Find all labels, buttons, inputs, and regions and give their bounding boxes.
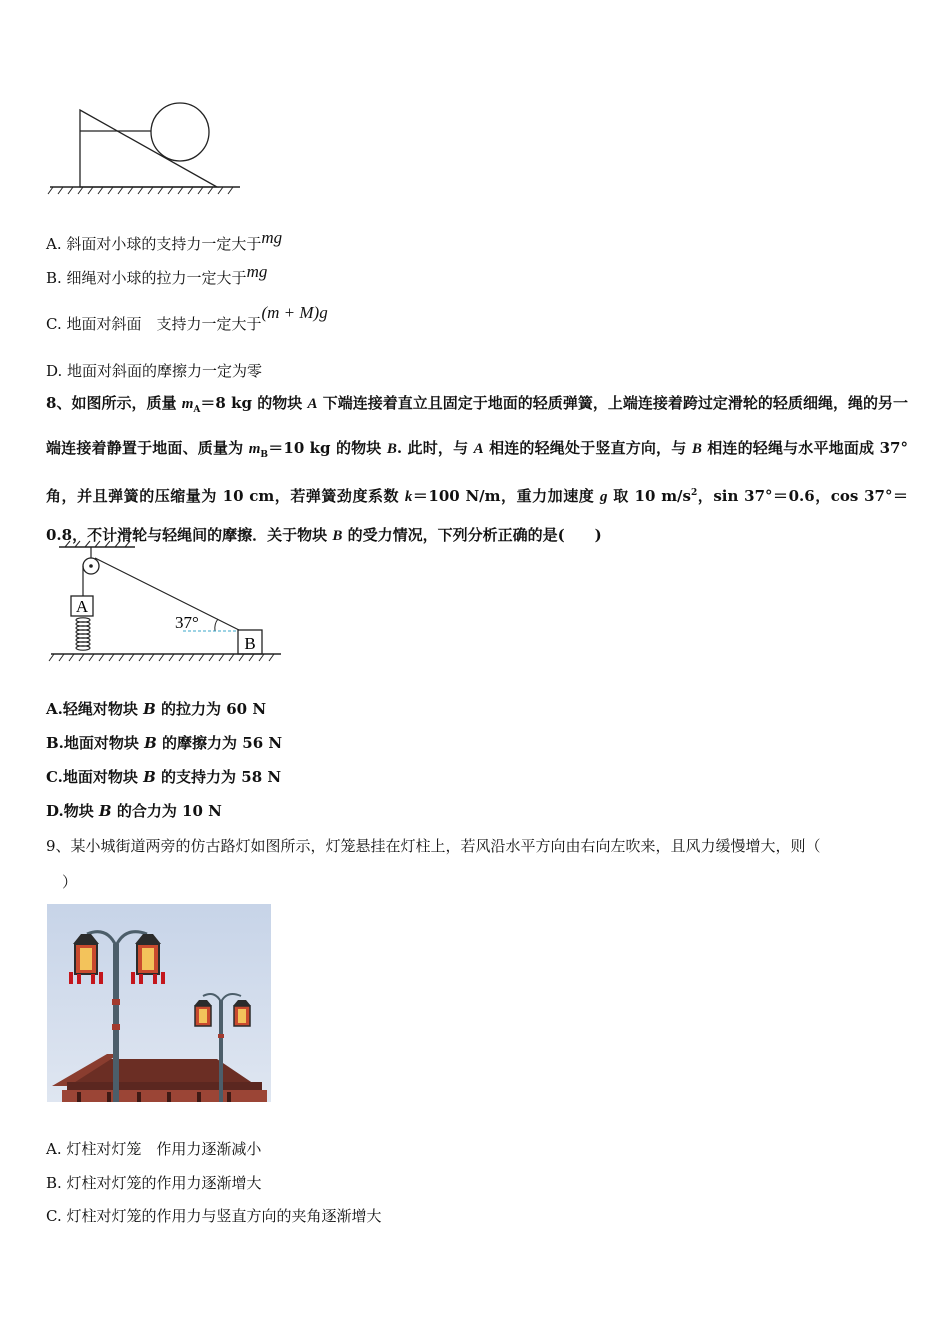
q8-option-c-post: 的支持力为 58 N <box>155 768 282 786</box>
q9-stem-line1: 9、某小城街道两旁的仿古路灯如图所示，灯笼悬挂在灯柱上，若风沿水平方向由右向左吹来，且风力缓慢增大，则（ <box>46 837 821 855</box>
ball <box>151 103 209 161</box>
q8-stem <box>46 384 908 555</box>
lantern-left-small <box>194 1000 212 1026</box>
q8-option-b-pre: B.地面对物块 <box>46 734 145 752</box>
q8-stem-text: 相连的轻绳与水平地面成 37°角，并且弹簧的压缩量为 10 cm，若弹簧劲度系数 <box>46 439 908 505</box>
street-lantern-photo <box>47 904 271 1102</box>
q8-stem-text: ，sin 37°＝0.6，cos 37°＝0.8，不计滑轮与轻绳间的摩擦．关于物块 <box>46 487 908 544</box>
incline-ball-figure <box>45 95 250 200</box>
q8-option-d <box>46 800 222 821</box>
sub-a: A <box>193 405 201 415</box>
var-b: B <box>144 734 157 752</box>
var-b: B <box>386 441 397 457</box>
block-b-label: B <box>244 634 256 653</box>
lantern-right-small <box>233 1000 251 1026</box>
q7-option-a-math: mg <box>261 228 283 247</box>
ground-hatching <box>48 187 240 194</box>
spring <box>76 618 90 650</box>
q8-number: 8、 <box>46 394 72 412</box>
q9-option-b: B. 灯柱对灯笼的作用力逐渐增大 <box>46 1174 262 1192</box>
ground-hatching <box>49 654 281 661</box>
var-a: A <box>307 396 318 412</box>
var-a: A <box>473 441 484 457</box>
var-m: m <box>181 396 194 412</box>
q7-option-d <box>46 360 262 381</box>
var-b: B <box>691 441 702 457</box>
rope-to-b <box>95 558 241 631</box>
q8-stem-text: 如图所示，质量 <box>71 394 182 412</box>
pulley-spring-figure <box>45 538 285 666</box>
q8-option-c-pre: C.地面对物块 <box>46 768 144 786</box>
var-b: B <box>98 802 112 820</box>
q9-option-a: A. 灯柱对灯笼 作用力逐渐减小 <box>46 1140 262 1158</box>
q8-stem-text: . 此时，与 <box>396 439 474 457</box>
q9-option-c: C. 灯柱对灯笼的作用力与竖直方向的夹角逐渐增大 <box>46 1207 382 1225</box>
q7-option-a <box>46 228 283 254</box>
q8-stem-text: 下端连接着直立且固定于地面的轻质弹簧，上端连接着跨过定滑轮的轻质细绳，绳的另一端连接着静置于地面、质量为 <box>46 394 908 457</box>
q8-stem-text: ＝8 kg 的物块 <box>200 394 308 412</box>
var-b: B <box>332 528 343 544</box>
q8-stem-text: 的受力情况，下列分析正确的是( ) <box>342 526 602 544</box>
q7-option-a-text: A. 斜面对小球的支持力一定大于 <box>46 235 262 253</box>
q7-option-d-text: D. 地面对斜面的摩擦力一定为零 <box>46 362 263 380</box>
angle-label: 37° <box>175 613 199 632</box>
q7-option-b-text: B. 细绳对小球的拉力一定大于 <box>46 269 247 287</box>
var-b: B <box>143 700 156 718</box>
var-m: m <box>248 441 261 457</box>
q7-option-c-text: C. 地面对斜面 支持力一定大于 <box>46 315 262 333</box>
q7-option-c <box>46 303 328 334</box>
q8-option-a <box>46 698 266 719</box>
pulley-axle <box>89 564 93 568</box>
q8-option-a-post: 的拉力为 60 N <box>155 700 267 718</box>
q8-option-a-pre: A.轻绳对物块 <box>46 700 144 718</box>
var-k: k <box>404 489 413 505</box>
block-a-label: A <box>75 597 89 616</box>
q8-stem-text: ＝100 N/m，重力加速度 <box>412 487 601 505</box>
sup-2: 2 <box>691 488 698 498</box>
var-g: g <box>600 489 608 505</box>
ceiling-hatching <box>59 541 135 547</box>
q7-option-b <box>46 262 268 288</box>
q8-option-d-pre: D.物块 <box>46 802 99 820</box>
q8-stem-text: ＝10 kg 的物块 <box>268 439 387 457</box>
q8-stem-text: 相连的轻绳处于竖直方向，与 <box>483 439 692 457</box>
sub-b: B <box>260 450 269 460</box>
q7-option-b-math: mg <box>246 262 268 281</box>
q8-option-b <box>46 732 282 753</box>
angle-arc <box>215 619 218 631</box>
q8-option-d-post: 的合力为 10 N <box>111 802 222 820</box>
q8-option-c <box>46 766 281 787</box>
var-b: B <box>143 768 156 786</box>
q8-stem-text: 取 10 m/s <box>607 487 691 505</box>
q9-stem-line2: ） <box>62 873 78 891</box>
q7-option-c-math: (m + M)g <box>261 303 328 322</box>
q8-option-b-post: 的摩擦力为 56 N <box>156 734 283 752</box>
